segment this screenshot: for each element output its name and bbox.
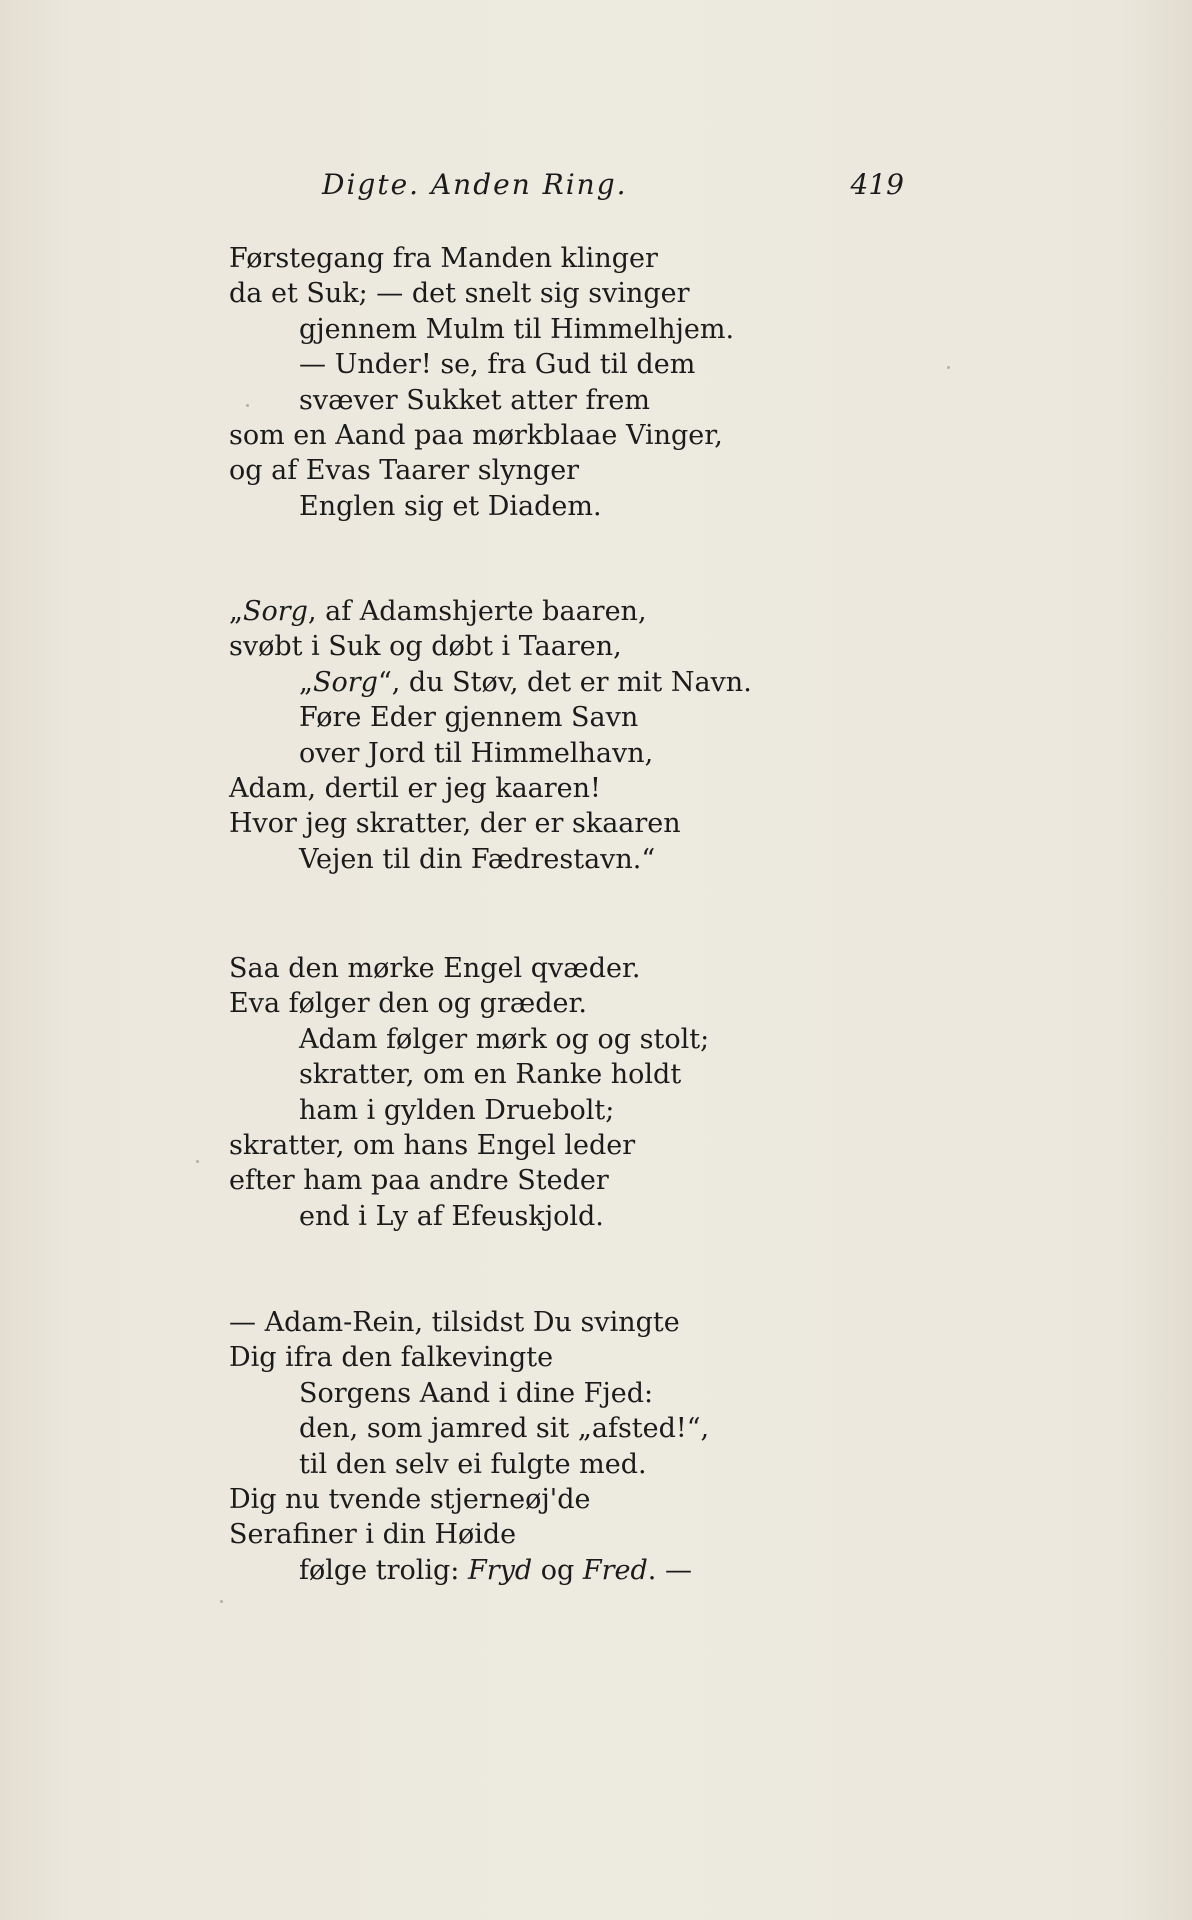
verse-line: ham i gylden Druebolt;: [299, 1094, 615, 1126]
italic-word: Fryd: [467, 1554, 533, 1586]
page-number: 419: [850, 168, 904, 201]
verse-line: skratter, om hans Engel leder: [229, 1129, 636, 1161]
paper-speck: [196, 1160, 199, 1163]
verse-line: Vejen til din Fædrestavn.“: [299, 843, 656, 875]
verse-line: da et Suk; — det snelt sig svinger: [229, 278, 690, 310]
stanza-1: [229, 241, 929, 524]
verse-line: Saa den mørke Engel qvæder.: [229, 953, 641, 984]
italic-word: Sorg: [313, 666, 378, 698]
running-head: [322, 168, 904, 212]
verse-line: efter ham paa andre Steder: [229, 1165, 609, 1197]
verse-line: Serafiner i din Høide: [229, 1519, 517, 1551]
verse-line: som en Aand paa mørkblaae Vinger,: [229, 419, 723, 451]
verse-line: gjennem Mulm til Himmelhjem.: [299, 313, 735, 345]
verse-line: Hvor jeg skratter, der er skaaren: [229, 808, 681, 840]
verse-line: Adam, dertil er jeg kaaren!: [229, 772, 601, 804]
verse-line: den, som jamred sit „afsted!“,: [299, 1413, 710, 1445]
running-title: Digte. Anden Ring.: [322, 168, 628, 201]
verse-line: svæver Sukket atter frem: [299, 384, 650, 416]
stanza-4: [229, 1305, 929, 1588]
verse-line: Englen sig et Diadem.: [299, 490, 602, 522]
verse-line: over Jord til Himmelhavn,: [299, 737, 654, 769]
italic-word: Fred: [582, 1554, 648, 1586]
verse-line: svøbt i Suk og døbt i Taaren,: [229, 631, 622, 663]
stanza-2: [229, 594, 929, 877]
verse-line: Føre Eder gjennem Savn: [299, 702, 639, 734]
italic-word: Sorg: [243, 596, 308, 627]
verse-line: — Under! se, fra Gud til dem: [299, 349, 696, 381]
verse-line: Eva følger den og græder.: [229, 988, 587, 1020]
paper-speck: [947, 366, 950, 369]
paper-speck: [246, 404, 249, 407]
verse-line: skratter, om en Ranke holdt: [299, 1059, 682, 1091]
verse-line: følge trolig: Fryd og Fred. —: [299, 1554, 692, 1586]
verse-line: — Adam-Rein, tilsidst Du svingte: [229, 1307, 680, 1338]
verse-line: Førstegang fra Manden klinger: [229, 243, 658, 274]
verse-line: og af Evas Taarer slynger: [229, 455, 580, 487]
verse-line: „Sorg, af Adamshjerte baaren,: [229, 596, 647, 627]
verse-line: end i Ly af Efeuskjold.: [299, 1200, 604, 1232]
verse-line: „Sorg“, du Støv, det er mit Navn.: [299, 666, 752, 698]
paper-speck: [220, 1600, 223, 1603]
verse-line: til den selv ei fulgte med.: [299, 1448, 647, 1480]
verse-line: Adam følger mørk og og stolt;: [299, 1023, 710, 1055]
verse-line: Dig nu tvende stjerneøj'de: [229, 1483, 591, 1515]
verse-line: Dig ifra den falkevingte: [229, 1342, 554, 1374]
verse-line: Sorgens Aand i dine Fjed:: [299, 1377, 654, 1409]
stanza-3: [229, 951, 929, 1234]
